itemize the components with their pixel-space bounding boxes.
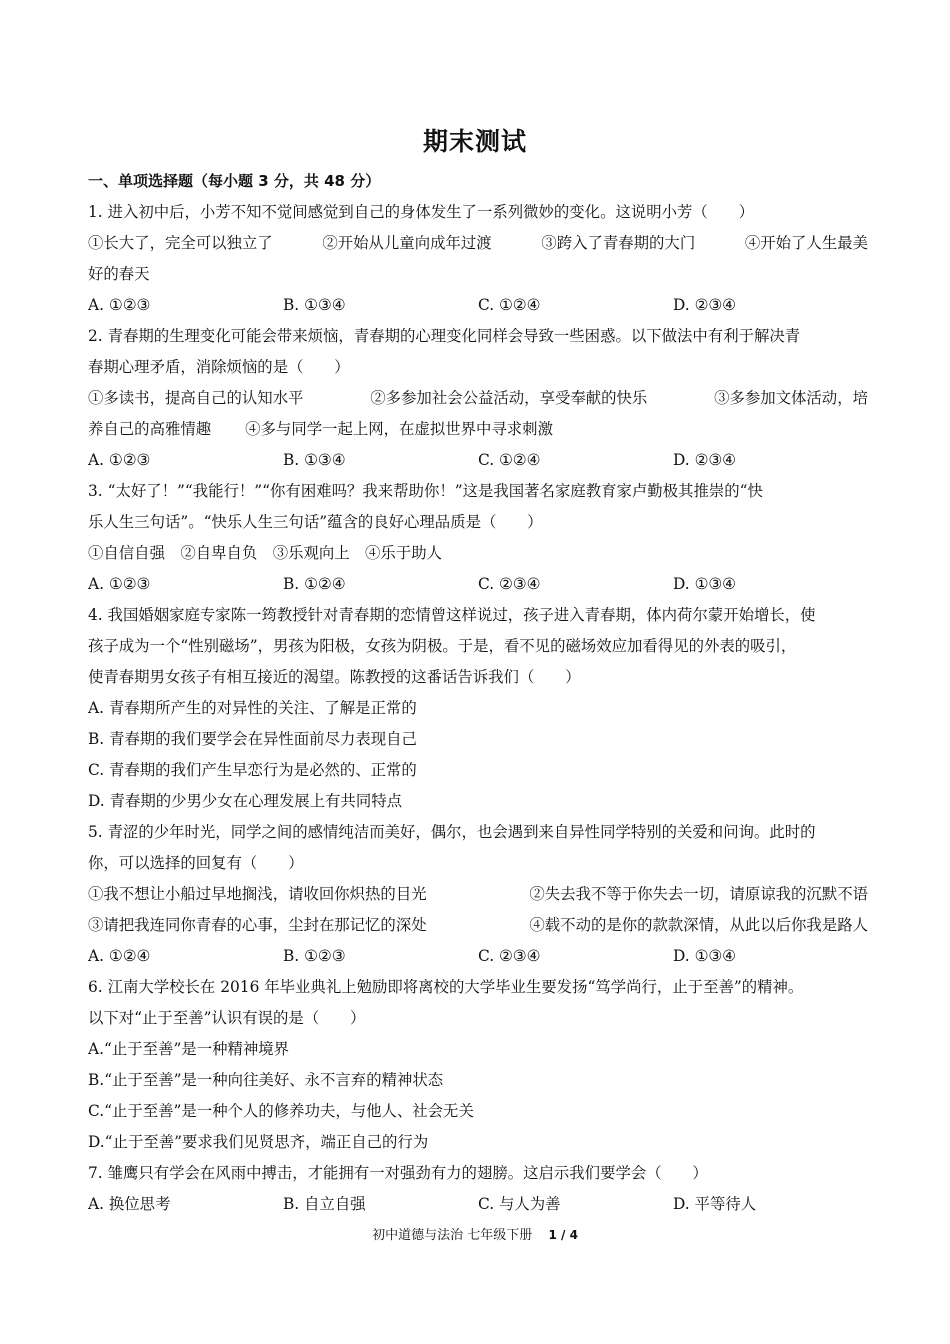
question-3-statements: ①自信自强 ②自卑自负 ③乐观向上 ④乐于助人 <box>88 544 442 562</box>
option-c: C. ②③④ <box>478 575 541 593</box>
question-2-stem-cont: 春期心理矛盾，消除烦恼的是（ ） <box>88 358 350 376</box>
question-1-statements <box>88 228 868 259</box>
option-a: A. ①②④ <box>88 947 151 965</box>
question-6-stem: 6. 江南大学校长在 2016 年毕业典礼上勉励即将离校的大学毕业生要发扬“笃学尚行，止于至善”的精神。 <box>88 978 804 996</box>
option-d: D. 青春期的少男少女在心理发展上有共同特点 <box>88 792 402 810</box>
statement: ③请把我连同你青春的心事，尘封在那记忆的深处 <box>88 916 427 934</box>
statement: ④载不动的是你的款款深情，从此以后你我是路人 <box>529 916 868 934</box>
question-5-stem: 5. 青涩的少年时光，同学之间的感情纯洁而美好，偶尔，也会遇到来自异性同学特别的关爱和问询。此时的 <box>88 823 816 841</box>
question-2-stem: 2. 青春期的生理变化可能会带来烦恼，青春期的心理变化同样会导致一些困惑。以下做法中有利于解决青 <box>88 327 801 345</box>
exam-content <box>88 166 868 1220</box>
question-4-stem-cont: 使青春期男女孩子有相互接近的渴望。陈教授的这番话告诉我们（ ） <box>88 668 581 686</box>
section-heading: 一、单项选择题（每小题 3 分，共 48 分） <box>88 172 381 190</box>
question-1-options <box>88 290 868 321</box>
page-number: 1 / 4 <box>548 1228 578 1242</box>
option-d: D. ②③④ <box>673 296 736 314</box>
option-c: C. 青春期的我们产生早恋行为是必然的、正常的 <box>88 761 417 779</box>
option-b: B. 青春期的我们要学会在异性面前尽力表现自己 <box>88 730 417 748</box>
option-c: C. ①②④ <box>478 296 541 314</box>
option-b: B. ①③④ <box>283 451 346 469</box>
statement: ③多参加文体活动，培 <box>714 389 868 407</box>
statement: ④开始了人生最美 <box>744 234 868 252</box>
option-a: A. ①②③ <box>88 451 151 469</box>
question-2-options <box>88 445 868 476</box>
option-a: A. ①②③ <box>88 296 151 314</box>
question-5-statements <box>88 879 868 910</box>
question-3-options <box>88 569 868 600</box>
question-5-stem-cont: 你，可以选择的回复有（ ） <box>88 854 304 872</box>
question-5-statements <box>88 910 868 941</box>
footer-label: 初中道德与法治 七年级下册 <box>372 1228 533 1243</box>
statement: ②失去我不等于你失去一切，请原谅我的沉默不语 <box>529 885 868 903</box>
statement: 养自己的高雅情趣 <box>88 420 212 438</box>
question-4-stem-cont: 孩子成为一个“性别磁场”，男孩为阳极，女孩为阴极。于是，看不见的磁场效应加看得见的外表的吸引， <box>88 637 797 655</box>
option-a: A. ①②③ <box>88 575 151 593</box>
question-4-stem: 4. 我国婚姻家庭专家陈一筠教授针对青春期的恋情曾这样说过，孩子进入青春期，体内荷尔蒙开始增长，使 <box>88 606 816 624</box>
question-2-statements-cont <box>88 414 868 445</box>
option-d: D.“止于至善”要求我们见贤思齐，端正自己的行为 <box>88 1133 429 1151</box>
option-a: A. 换位思考 <box>88 1195 171 1213</box>
statement: ①多读书，提高自己的认知水平 <box>88 389 304 407</box>
statement: ②开始从儿童向成年过渡 <box>322 234 492 252</box>
option-c: C. ②③④ <box>478 947 541 965</box>
question-7-options <box>88 1189 868 1220</box>
question-2-statements <box>88 383 868 414</box>
option-b: B. ①②④ <box>283 575 346 593</box>
question-6-stem-cont: 以下对“止于至善”认识有误的是（ ） <box>88 1009 366 1027</box>
statement-continuation: 好的春天 <box>88 265 150 283</box>
statement: ③跨入了青春期的大门 <box>541 234 696 252</box>
question-3-stem-cont: 乐人生三句话”。“快乐人生三句话”蕴含的良好心理品质是（ ） <box>88 513 543 531</box>
option-b: B.“止于至善”是一种向往美好、永不言弃的精神状态 <box>88 1071 444 1089</box>
question-3-stem: 3. “太好了！”“我能行！”“你有困难吗？我来帮助你！”这是我国著名家庭教育家卢勤极其推崇的“快 <box>88 482 763 500</box>
option-d: D. 平等待人 <box>673 1195 757 1213</box>
question-7-stem: 7. 雏鹰只有学会在风雨中搏击，才能拥有一对强劲有力的翅膀。这启示我们要学会（ ） <box>88 1164 708 1182</box>
statement: ④多与同学一起上网，在虚拟世界中寻求刺激 <box>245 420 553 438</box>
question-1-stem: 1. 进入初中后，小芳不知不觉间感觉到自己的身体发生了一系列微妙的变化。这说明小芳（ ） <box>88 203 754 221</box>
option-a: A.“止于至善”是一种精神境界 <box>88 1040 290 1058</box>
option-a: A. 青春期所产生的对异性的关注、了解是正常的 <box>88 699 417 717</box>
statement: ①长大了，完全可以独立了 <box>88 234 273 252</box>
option-c: C. 与人为善 <box>478 1195 561 1213</box>
option-b: B. ①③④ <box>283 296 346 314</box>
option-b: B. 自立自强 <box>283 1195 366 1213</box>
statement: ②多参加社会公益活动，享受奉献的快乐 <box>370 389 648 407</box>
question-5-options <box>88 941 868 972</box>
option-c: C.“止于至善”是一种个人的修养功夫，与他人、社会无关 <box>88 1102 474 1120</box>
option-b: B. ①②③ <box>283 947 346 965</box>
option-d: D. ①③④ <box>673 947 736 965</box>
option-d: D. ②③④ <box>673 451 736 469</box>
option-c: C. ①②④ <box>478 451 541 469</box>
option-d: D. ①③④ <box>673 575 736 593</box>
statement: ①我不想让小船过早地搁浅，请收回你炽热的目光 <box>88 885 427 903</box>
page-footer <box>0 1224 950 1243</box>
page-title: 期末测试 <box>422 127 527 156</box>
